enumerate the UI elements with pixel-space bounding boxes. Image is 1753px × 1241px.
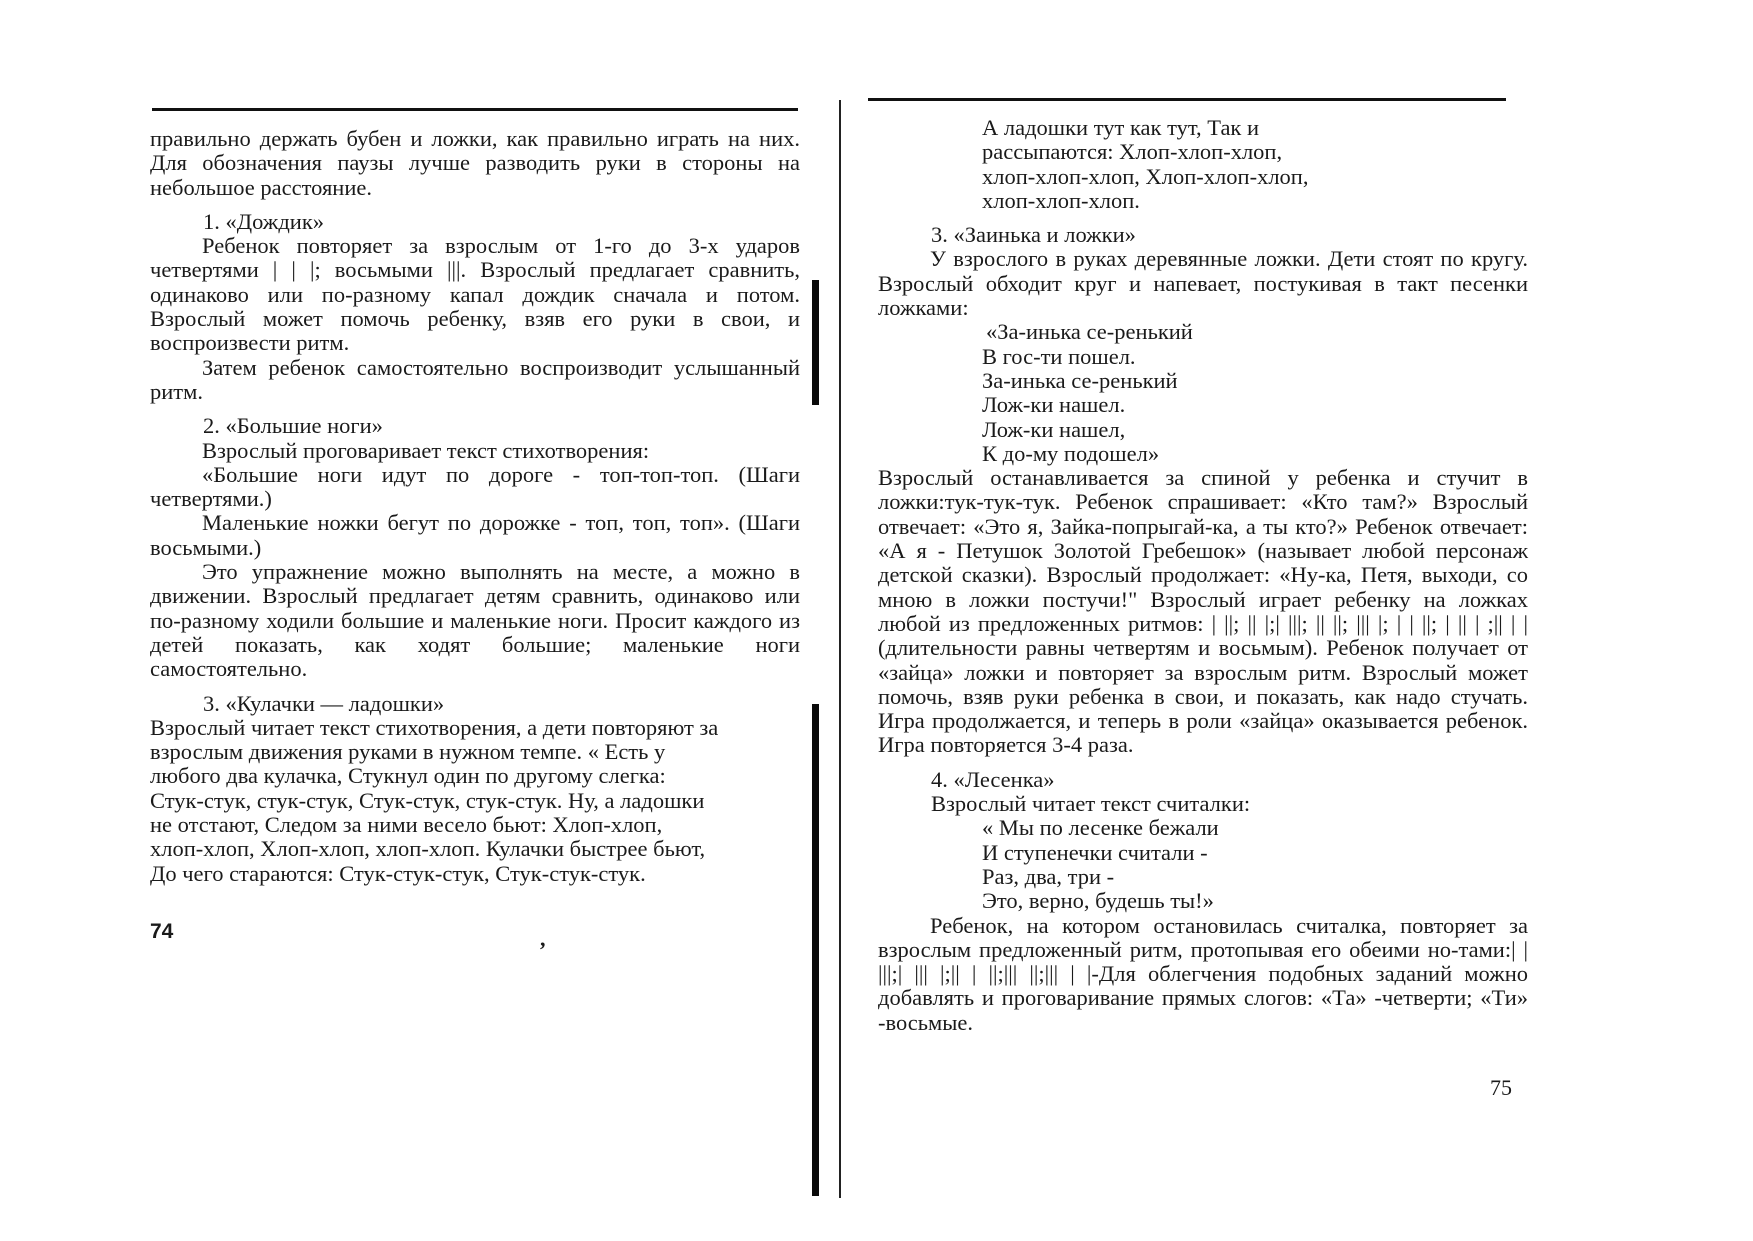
poem-line: До чего стараются: Стук-стук-стук, Стук-стук-стук. bbox=[150, 860, 646, 886]
exercise-r3-title: 3. «Заинька и ложки» bbox=[931, 222, 1136, 248]
exercise-4-title: 4. «Лесенка» bbox=[931, 766, 1055, 792]
verse-line: За-инька се-ренький bbox=[982, 367, 1178, 393]
exercise-r3-paragraph-2: Взрослый останавливается за спиной у ребенка и стучит в ложки:тук-тук-тук. Ребенок спрашивает: «Кто там?» Взрослый отвечает: «Это я, Зайка-попрыгай-ка, а ты кто?» Ребенок отвечает: «А я - Петушок Золотой Гребешок» (называет любой персонаж детской сказки). Взрослый продолжает: «Ну-ка, Петя, выходи, со мною в ложки постучи!" Взрослый играет ребенку на ложках любой из предложенных ритмов: | ||; || |;| |||; || ||; ||| |; | | ||; | || | ;|| | | (длительности равны четвертям и восьмым). Ребенок получает от «зайца» ложки и повторяет за взрослым ритм. Взрослый может помочь, взяв руки ребенка в свои, и показать, как надо стучать. Игра продолжается, и теперь в роли «зайца» оказывается ребенок. Игра повторяется 3-4 раза. bbox=[878, 465, 1528, 758]
exercise-2-title: 2. «Большие ноги» bbox=[203, 413, 383, 439]
page-number-right: 75 bbox=[1490, 1075, 1512, 1100]
exercise-1-paragraph-1: Ребенок повторяет за взрослым от 1-го до 3-х ударов четвертями | | |; восьмыми |||. Взрослый предлагает сравнить, одинаково или по-разному капал дождик сначала и потом. Взрослый может помочь ребенку, взяв его руки в свои, и воспроизвести ритм. bbox=[150, 233, 800, 356]
left-top-rule bbox=[152, 108, 798, 111]
verse-line: рассыпаются: Хлоп-хлоп-хлоп, bbox=[982, 139, 1283, 165]
verse-line: А ладошки тут как тут, Так и bbox=[982, 115, 1260, 140]
verse-line: « Мы по лесенке бежали bbox=[982, 815, 1219, 841]
left-page bbox=[150, 0, 800, 1241]
exercise-2-paragraph-1: Взрослый проговаривает текст стихотворения: bbox=[202, 437, 650, 463]
exercise-3-poem-block bbox=[150, 716, 800, 886]
verse-line: Это, верно, будешь ты!» bbox=[982, 888, 1214, 914]
verse-line: хлоп-хлоп-хлоп. bbox=[982, 187, 1140, 213]
verse-line: хлоп-хлоп-хлоп, Хлоп-хлоп-хлоп, bbox=[982, 163, 1309, 189]
exercise-1-paragraph-2: Затем ребенок самостоятельно воспроизводит услышанный ритм. bbox=[150, 354, 800, 404]
poem-line: любого два кулачка, Стукнул один по другому слегка: bbox=[150, 763, 666, 789]
right-page-text bbox=[878, 116, 1528, 1035]
margin-bar-bottom bbox=[812, 704, 819, 1196]
poem-line: не отстают, Следом за ними весело бьют: Хлоп-хлоп, bbox=[150, 812, 663, 838]
exercise-2-paragraph-4: Это упражнение можно выполнять на месте, а можно в движении. Взрослый предлагает детям сравнить, одинаково или по-разному ходили большие и маленькие ноги. Просит каждого из детей показать, как ходят большие; маленькие ноги самостоятельно. bbox=[150, 559, 800, 682]
exercise-4-paragraph-1: Взрослый читает текст считалки: bbox=[931, 791, 1251, 817]
exercise-2-paragraph-3: Маленькие ножки бегут по дорожке - топ, топ, топ». (Шаги восьмыми.) bbox=[150, 510, 800, 560]
exercise-2-paragraph-2: «Большие ноги идут по дороге - топ-топ-топ. (Шаги четвертями.) bbox=[150, 461, 800, 512]
verse-line: «За-инька се-ренький bbox=[986, 319, 1193, 345]
right-top-rule bbox=[868, 98, 1506, 101]
left-page-text bbox=[150, 127, 800, 886]
stray-comma-mark: , bbox=[540, 926, 546, 951]
poem-line: Взрослый читает текст стихотворения, а дети повторяют за bbox=[150, 714, 719, 740]
verse-line: Лож-ки нашел. bbox=[982, 392, 1126, 418]
right-page bbox=[878, 0, 1528, 1241]
poem-line: взрослым движения руками в нужном темпе. « Есть у bbox=[150, 739, 666, 765]
verse-line: В гос-ти пошел. bbox=[982, 343, 1136, 369]
margin-bar-top bbox=[812, 280, 819, 405]
verse-line: К до-му подошел» bbox=[982, 440, 1160, 466]
verse-line: Раз, два, три - bbox=[982, 863, 1115, 889]
poem-line: хлоп-хлоп, Хлоп-хлоп, хлоп-хлоп. Кулачки быстрее бьют, bbox=[150, 836, 706, 862]
exercise-3-title: 3. «Кулачки — ладошки» bbox=[203, 690, 445, 716]
exercise-1-title: 1. «Дождик» bbox=[203, 208, 325, 234]
intro-paragraph: правильно держать бубен и ложки, как правильно играть на них. Для обозначения паузы лучше разводить руки в стороны на небольшое расстояние. bbox=[150, 126, 800, 200]
page-number-left: 74 bbox=[150, 920, 174, 943]
verse-line: И ступенечки считали - bbox=[982, 839, 1208, 865]
exercise-4-paragraph-2: Ребенок, на котором остановилась считалка, повторяет за взрослым предложенный ритм, протопывая его обеими но-тами:| | |||;| ||| |;|| | ||;||| ||;||| | |-Для облегчения подобных заданий можно добавлять и проговаривание прямых слогов: «Та» -четверти; «Ти» -восьмые. bbox=[878, 912, 1528, 1035]
exercise-r3-paragraph-1: У взрослого в руках деревянные ложки. Дети стоят по кругу. Взрослый обходит круг и напевает, постукивая в такт песенки ложками: bbox=[878, 246, 1528, 321]
center-gutter-line bbox=[839, 100, 841, 1198]
verse-line: Лож-ки нашел, bbox=[982, 416, 1126, 442]
poem-line: Стук-стук, стук-стук, Стук-стук, стук-стук. Ну, а ладошки bbox=[150, 787, 705, 813]
